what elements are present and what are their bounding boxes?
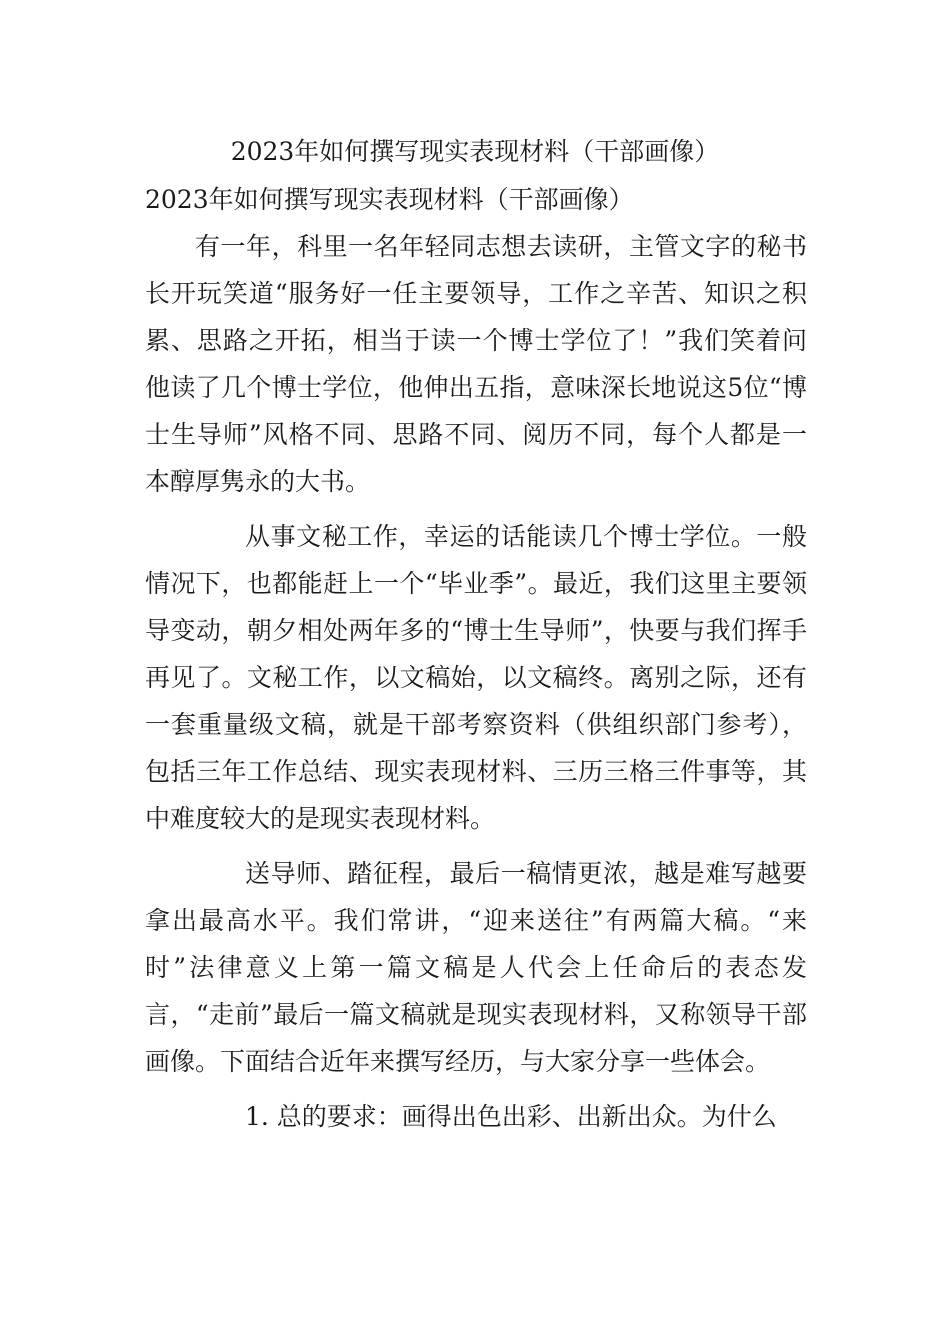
- paragraph-gap: [145, 505, 807, 513]
- document-subtitle: 2023年如何撰写现实表现材料（干部画像）: [145, 185, 634, 214]
- paragraph-gap: [145, 1085, 807, 1093]
- paragraph-3: 送导师、踏征程，最后一稿情更浓，越是难写越要拿出最高水平。我们常讲，“迎来送往”有两篇大稿。“来时”法律意义上第一篇文稿是人代会上任命后的表态发言，“走前”最后一篇文稿就是现实表现材料，又称领导干部画像。下面结合近年来撰写经历，与大家分享一些体会。: [145, 859, 807, 1076]
- document-body: [145, 176, 807, 1140]
- paragraph-gap: [145, 842, 807, 850]
- paragraph-1: 有一年，科里一名年轻同志想去读研，主管文字的秘书长开玩笑道“服务好一任主要领导，工作之辛苦、知识之积累、思路之开拓，相当于读一个博士学位了！”我们笑着问他读了几个博士学位，他伸出五指，意味深长地说这5位“博士生导师”风格不同、思路不同、阅历不同，每个人都是一本醇厚隽永的大书。: [145, 232, 807, 496]
- document-title: 2023年如何撰写现实表现材料（干部画像）: [230, 137, 720, 166]
- paragraph-4: 1. 总的要求：画得出色出彩、出新出众。为什么: [245, 1102, 777, 1131]
- paragraph-2: 从事文秘工作，幸运的话能读几个博士学位。一般情况下，也都能赶上一个“毕业季”。最近，我们这里主要领导变动，朝夕相处两年多的“博士生导师”，快要与我们挥手再见了。文秘工作，以文稿始，以文稿终。离别之际，还有一套重量级文稿，就是干部考察资料（供组织部门参考），包括三年工作总结、现实表现材料、三历三格三件事等，其中难度较大的是现实表现材料。: [145, 522, 807, 833]
